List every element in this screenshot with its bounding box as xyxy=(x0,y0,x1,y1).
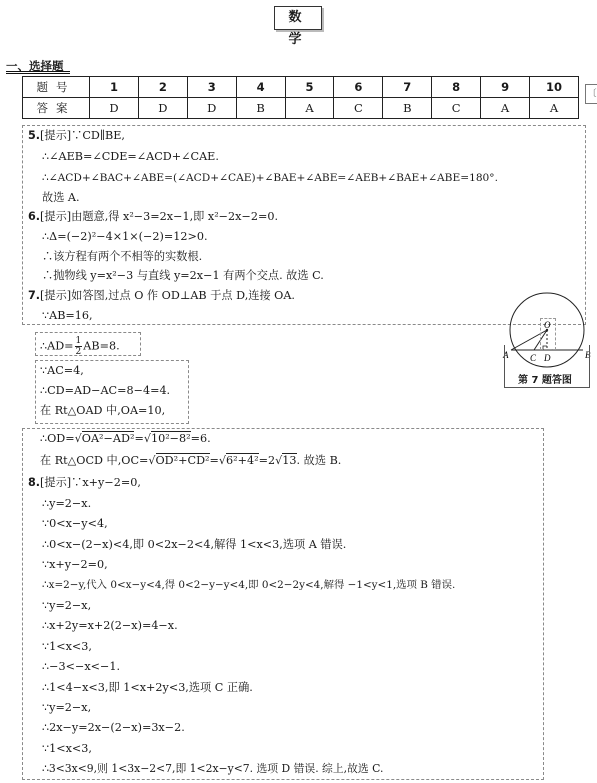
answer-cell: B xyxy=(236,98,285,119)
solution-line: ∴该方程有两个不相等的实数根. xyxy=(42,250,203,263)
sqrt-radicand: 10²−8² xyxy=(150,432,191,445)
label-d: D xyxy=(544,353,551,363)
answer-table-number-row xyxy=(23,77,579,98)
solution-line: ∵y=2−x, xyxy=(42,599,92,612)
solution-line: ∴抛物线 y=x²−3 与直线 y=2x−1 有两个交点. 故选 C. xyxy=(42,269,324,282)
solution-text: . 故选 B. xyxy=(296,454,342,467)
figure-caption: 第 7 题答图 xyxy=(518,375,572,386)
solution-line: 在 Rt△OAD 中,OA=10, xyxy=(40,404,166,417)
label-c: C xyxy=(530,353,537,363)
sqrt-radicand: 6²+4² xyxy=(226,454,259,467)
table-answer-label: 答案 xyxy=(23,98,90,119)
solution-text: = xyxy=(209,454,219,467)
solution-text: [提示]∵x+y−2=0, xyxy=(40,476,141,489)
fraction-denominator: 2 xyxy=(75,347,82,357)
question-number-cell: 5 xyxy=(285,77,334,98)
solution-line: ∴CD=AD−AC=8−4=4. xyxy=(40,384,171,397)
solution-line: ∴−3<−x<−1. xyxy=(42,660,121,673)
answer-cell: D xyxy=(138,98,187,119)
problem-number: 7. xyxy=(28,289,41,302)
sqrt-radicand: OA²−AD² xyxy=(81,432,135,445)
solution-line: ∴x+2y=x+2(2−x)=4−x. xyxy=(42,619,178,632)
solution-line: ∵y=2−x, xyxy=(42,701,92,714)
answer-cell: A xyxy=(530,98,579,119)
label-o: O xyxy=(544,320,551,330)
solution-line: ∴3<3x<9,则 1<3x−2<7,即 1<2x−y<7. 选项 D 错误. 综上,故选 C. xyxy=(42,762,384,775)
solution-line: ∵AB=16, xyxy=(42,309,93,322)
solution-line xyxy=(28,288,295,304)
section-underline-thin xyxy=(6,73,70,74)
solution-text: ∴OD= xyxy=(40,432,75,445)
answer-cell: D xyxy=(90,98,139,119)
answer-cell: C xyxy=(432,98,481,119)
solution-text: [提示]如答图,过点 O 作 OD⊥AB 于点 D,连接 OA. xyxy=(40,289,295,302)
question-number-cell: 3 xyxy=(187,77,236,98)
question-number-cell: 1 xyxy=(90,77,139,98)
solution-line-sqrt xyxy=(40,431,211,447)
fraction-numerator: 1 xyxy=(75,336,82,346)
solution-text: AB=8. xyxy=(83,339,120,353)
solution-text: [提示]由题意,得 x²−3=2x−1,即 x²−2x−2=0. xyxy=(40,210,279,223)
solution-line: 故选 A. xyxy=(42,191,80,204)
solution-text: =2 xyxy=(258,454,276,467)
question-number-cell: 6 xyxy=(334,77,383,98)
fraction xyxy=(75,336,83,357)
label-a: A xyxy=(503,350,509,360)
answer-table xyxy=(22,76,579,119)
solution-text: 在 Rt△OCD 中,OC= xyxy=(40,454,149,467)
question-number-cell: 2 xyxy=(138,77,187,98)
question-number-cell: 7 xyxy=(383,77,432,98)
solution-line xyxy=(28,128,125,144)
section-underline xyxy=(6,71,70,72)
page-title: 数 学 xyxy=(274,6,322,30)
label-b: B xyxy=(585,350,591,360)
problem-number: 8. xyxy=(28,476,41,489)
question-number-cell: 9 xyxy=(481,77,530,98)
solution-line-sqrt xyxy=(40,453,341,469)
question-number-cell: 8 xyxy=(432,77,481,98)
solution-text: [提示]∵CD∥BE, xyxy=(40,129,125,142)
sqrt-sign: √ xyxy=(148,454,156,467)
answer-cell: D xyxy=(187,98,236,119)
solution-line: ∴0<x−(2−x)<4,即 0<2x−2<4,解得 1<x<3,选项 A 错误. xyxy=(42,538,347,551)
sqrt-sign: √ xyxy=(74,432,82,445)
sqrt-radicand: 13 xyxy=(282,454,297,467)
problem-number: 5. xyxy=(28,129,41,142)
sqrt-radicand: OD²+CD² xyxy=(155,454,210,467)
sqrt-sign: √ xyxy=(143,432,151,445)
solution-line: ∴y=2−x. xyxy=(42,497,92,510)
answer-cell: A xyxy=(481,98,530,119)
solution-line: ∵x+y−2=0, xyxy=(42,558,108,571)
solution-line-fraction xyxy=(40,336,120,357)
section-heading: 一、选择题 xyxy=(6,59,64,73)
solution-text: ∴AD= xyxy=(40,339,74,353)
problem-number: 6. xyxy=(28,210,41,223)
answer-cell: B xyxy=(383,98,432,119)
solution-line: ∵1<x<3, xyxy=(42,640,92,653)
answer-table-answer-row xyxy=(23,98,579,119)
sqrt-sign: √ xyxy=(275,454,283,467)
solution-text: =6. xyxy=(190,432,211,445)
table-header-label: 题号 xyxy=(23,77,90,98)
solution-line: ∴2x−y=2x−(2−x)=3x−2. xyxy=(42,721,185,734)
solution-line: ∵1<x<3, xyxy=(42,742,92,755)
question-number-cell: 10 xyxy=(530,77,579,98)
solution-line xyxy=(28,209,278,225)
answer-cell: C xyxy=(334,98,383,119)
sqrt-sign: √ xyxy=(218,454,227,467)
solution-text: = xyxy=(134,432,144,445)
solution-line: ∵AC=4, xyxy=(40,364,84,377)
question-number-cell: 4 xyxy=(236,77,285,98)
solution-line xyxy=(28,475,141,491)
answer-cell: A xyxy=(285,98,334,119)
side-tab-marker: 〔 xyxy=(585,84,597,104)
solution-line: ∴x=2−y,代入 0<x−y<4,得 0<2−y−y<4,即 0<2−2y<4,解得 −1<y<1,选项 B 错误. xyxy=(42,579,456,591)
solution-line: ∴1<4−x<3,即 1<x+2y<3,选项 C 正确. xyxy=(42,681,253,694)
solution-line: ∴∠ACD+∠BAC+∠ABE=(∠ACD+∠CAE)+∠BAE+∠ABE=∠AEB+∠BAE+∠ABE=180°. xyxy=(42,172,498,184)
solution-line: ∵0<x−y<4, xyxy=(42,517,108,530)
solution-line: ∴Δ=(−2)²−4×1×(−2)=12>0. xyxy=(42,230,208,243)
solution-line: ∴∠AEB=∠CDE=∠ACD+∠CAE. xyxy=(42,150,219,163)
